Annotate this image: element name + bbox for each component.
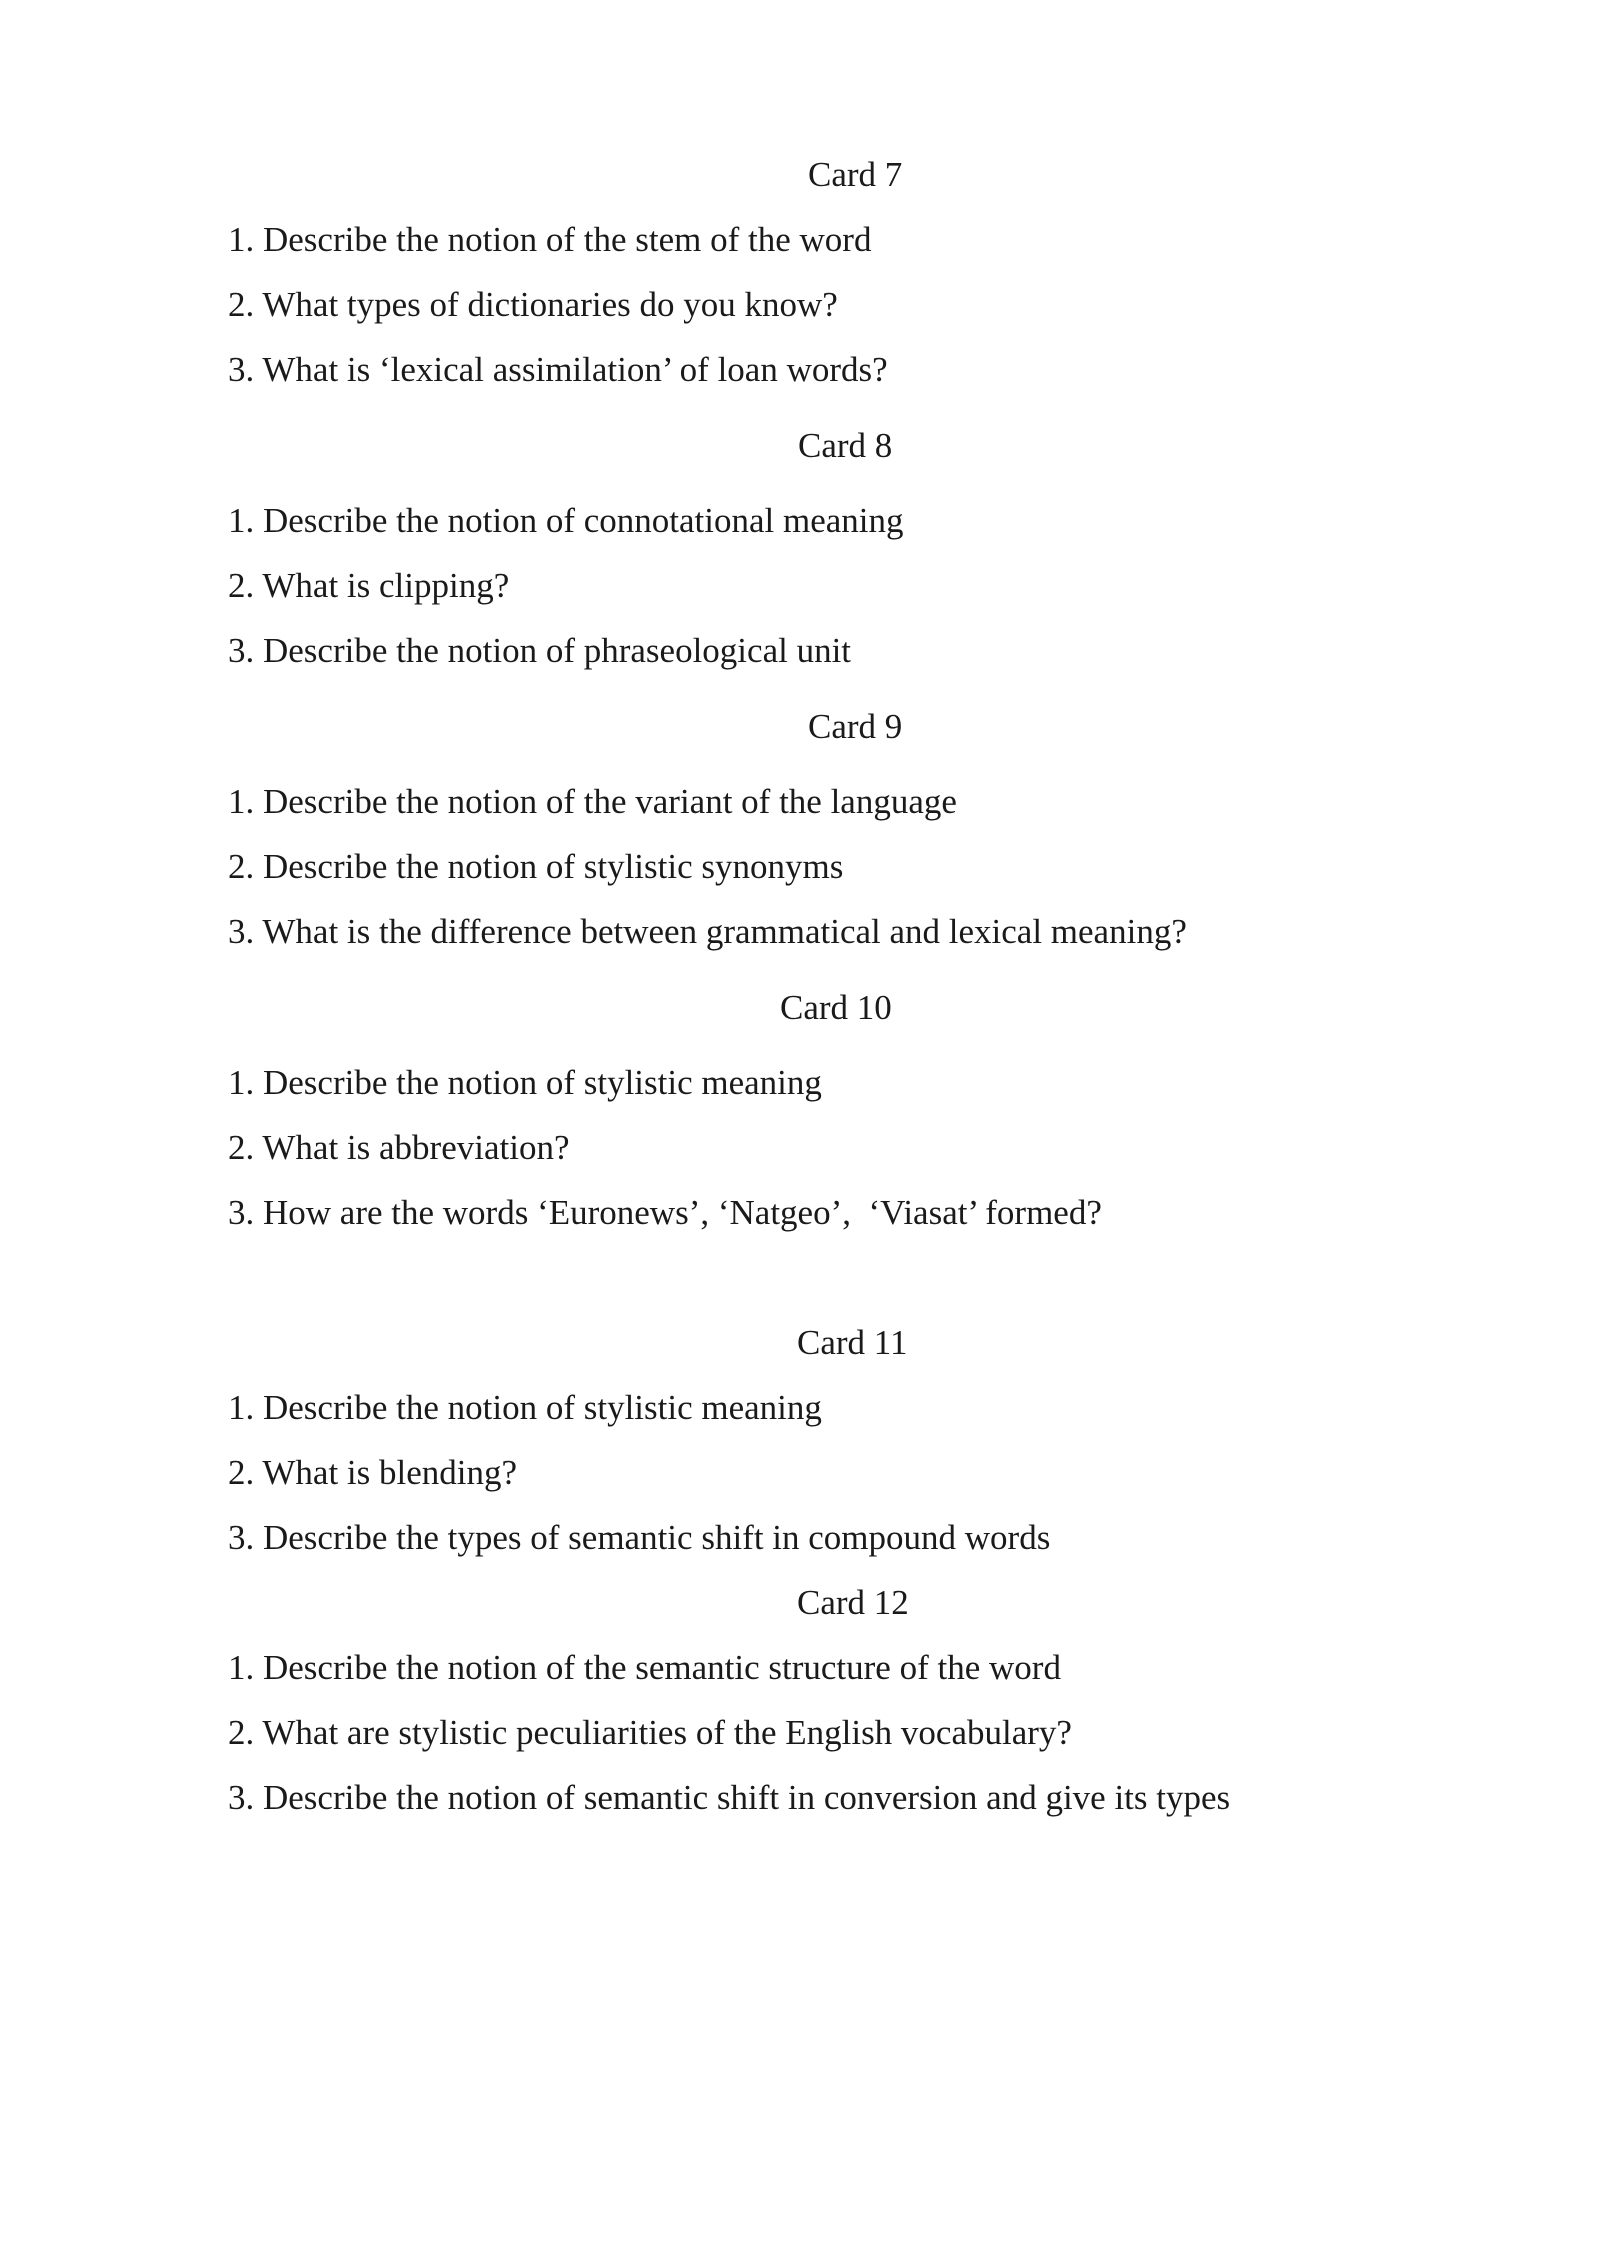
question-text: How are the words ‘Euronews’, ‘Natgeo’, ‘Viasat’ formed? <box>263 1193 1102 1232</box>
question-item <box>228 1453 517 1493</box>
question-item <box>228 220 871 260</box>
question-text: What is the difference between grammatical and lexical meaning? <box>262 912 1187 951</box>
question-item <box>228 1388 822 1428</box>
question-item <box>228 501 904 541</box>
question-text: Describe the notion of connotational meaning <box>263 501 904 540</box>
question-item <box>228 1063 822 1103</box>
card-title: Card 11 <box>797 1323 908 1362</box>
question-item <box>228 847 843 887</box>
question-item <box>228 1518 1050 1558</box>
question-text: Describe the types of semantic shift in compound words <box>263 1518 1051 1557</box>
card-title: Card 9 <box>808 707 903 746</box>
question-text: Describe the notion of stylistic meaning <box>263 1388 822 1427</box>
question-number: 1. <box>228 1063 255 1102</box>
question-number: 3. <box>228 912 255 951</box>
question-item <box>228 285 838 325</box>
question-text: Describe the notion of semantic shift in conversion and give its types <box>263 1778 1231 1817</box>
question-item <box>228 1648 1061 1688</box>
question-item <box>228 912 1187 952</box>
question-text: Describe the notion of stylistic meaning <box>263 1063 822 1102</box>
card-title: Card 8 <box>798 426 893 465</box>
question-number: 2. <box>228 1453 255 1492</box>
question-number: 2. <box>228 285 255 324</box>
question-number: 3. <box>228 350 255 389</box>
question-number: 2. <box>228 1128 255 1167</box>
question-number: 2. <box>228 566 255 605</box>
question-text: What is clipping? <box>262 566 510 605</box>
question-number: 2. <box>228 847 255 886</box>
question-number: 1. <box>228 1388 255 1427</box>
question-text: Describe the notion of the stem of the word <box>263 220 872 259</box>
question-text: Describe the notion of the semantic structure of the word <box>263 1648 1061 1687</box>
card-title: Card 7 <box>808 155 903 194</box>
question-number: 1. <box>228 782 255 821</box>
question-text: Describe the notion of phraseological unit <box>263 631 852 670</box>
question-number: 3. <box>228 1518 255 1557</box>
question-number: 3. <box>228 1778 255 1817</box>
question-text: Describe the notion of stylistic synonyms <box>263 847 844 886</box>
question-number: 1. <box>228 501 255 540</box>
question-item <box>228 1778 1230 1818</box>
question-item <box>228 566 509 606</box>
question-item <box>228 350 888 390</box>
question-number: 2. <box>228 1713 255 1752</box>
card-title: Card 10 <box>780 988 892 1027</box>
question-item <box>228 1713 1072 1753</box>
question-number: 3. <box>228 1193 255 1232</box>
question-text: What are stylistic peculiarities of the English vocabulary? <box>262 1713 1072 1752</box>
question-item <box>228 1193 1102 1233</box>
question-item <box>228 1128 569 1168</box>
question-number: 1. <box>228 220 255 259</box>
card-title: Card 12 <box>797 1583 909 1622</box>
question-text: Describe the notion of the variant of the language <box>263 782 957 821</box>
question-text: What is abbreviation? <box>262 1128 570 1167</box>
question-item <box>228 631 851 671</box>
question-item <box>228 782 957 822</box>
question-number: 1. <box>228 1648 255 1687</box>
question-number: 3. <box>228 631 255 670</box>
question-text: What is blending? <box>262 1453 518 1492</box>
question-text: What is ‘lexical assimilation’ of loan words? <box>262 350 888 389</box>
question-text: What types of dictionaries do you know? <box>262 285 838 324</box>
